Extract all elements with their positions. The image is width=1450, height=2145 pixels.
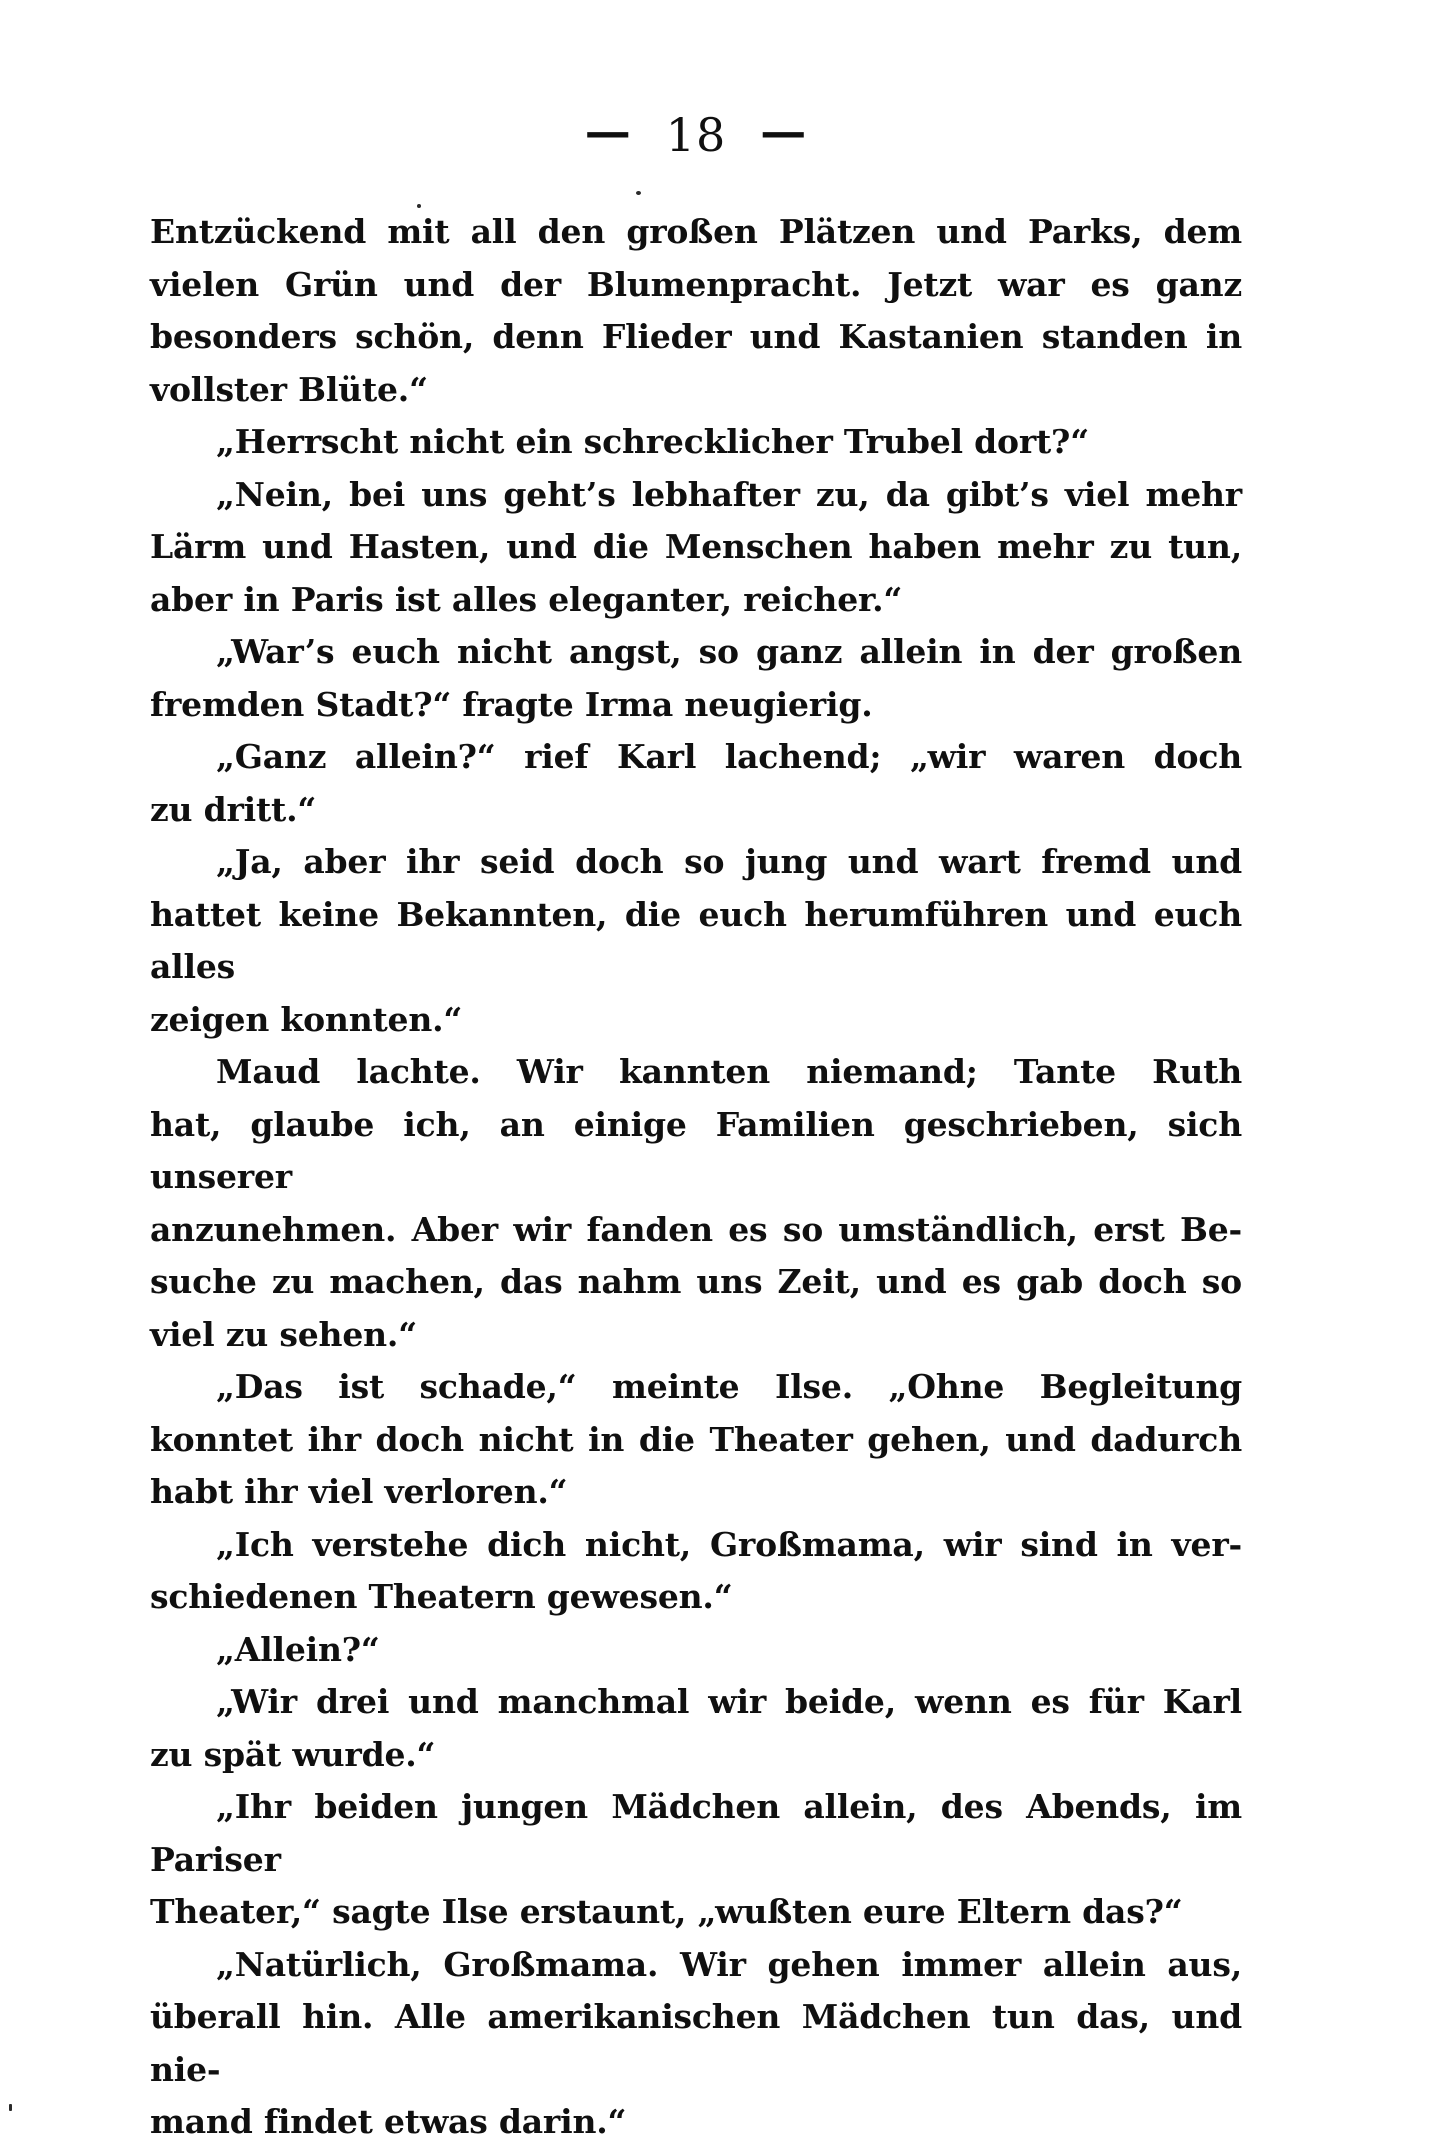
paragraph <box>150 1519 1242 1624</box>
running-head <box>150 104 1242 162</box>
scan-speck <box>636 191 641 195</box>
text-line: zeigen konnten.“ <box>150 999 463 1039</box>
text-line: „Ja, aber ihr seid doch so jung und wart fremd und <box>216 842 1242 881</box>
text-line: „Ihr beiden jungen Mädchen allein, des Abends, im Pariser <box>150 1787 1242 1879</box>
paragraph <box>150 731 1242 836</box>
text-line: vollster Blüte.“ <box>150 369 428 409</box>
paragraph <box>150 469 1242 627</box>
paragraph <box>150 626 1242 731</box>
page-number: 18 <box>665 108 727 162</box>
text-line: „Ich verstehe dich nicht, Großmama, wir sind in ver- <box>216 1524 1242 1564</box>
text-line: schiedenen Theatern gewesen.“ <box>150 1577 733 1616</box>
text-line: viel zu sehen.“ <box>150 1314 417 1354</box>
paragraph <box>150 1781 1242 1939</box>
text-line: „Das ist schade,“ meinte Ilse. „Ohne Begleitung <box>216 1367 1242 1406</box>
text-line: hattet keine Bekannten, die euch herumführen und euch alles <box>150 894 1242 986</box>
text-line: mand findet etwas darin.“ <box>150 2102 627 2141</box>
text-line: konntet ihr doch nicht in die Theater gehen, und dadurch <box>150 1419 1242 1459</box>
text-line: vielen Grün und der Blumenpracht. Jetzt war es ganz <box>150 264 1242 304</box>
text-line: „War’s euch nicht angst, so ganz allein in der großen <box>216 632 1242 671</box>
text-line: Lärm und Hasten, und die Menschen haben mehr zu tun, <box>150 527 1242 566</box>
text-line: fremden Stadt?“ fragte Irma neugierig. <box>150 684 873 724</box>
text-line: habt ihr viel verloren.“ <box>150 1472 568 1511</box>
text-line: „Herrscht nicht ein schrecklicher Trubel dort?“ <box>216 422 1089 461</box>
paragraph <box>150 416 1242 469</box>
text-line: hat, glaube ich, an einige Familien geschrieben, sich unserer <box>150 1104 1242 1196</box>
header-dash-right: — <box>760 104 808 158</box>
text-block <box>150 206 1242 2145</box>
text-line: aber in Paris ist alles eleganter, reicher.“ <box>150 579 903 619</box>
paragraph <box>150 206 1242 416</box>
text-line: Entzückend mit all den großen Plätzen und Parks, dem <box>150 212 1242 251</box>
text-line: „Natürlich, Großmama. Wir gehen immer allein aus, <box>216 1944 1242 1984</box>
text-line: besonders schön, denn Flieder und Kastanien standen in <box>150 317 1242 356</box>
paragraph <box>150 1361 1242 1519</box>
header-dash-left: — <box>584 104 632 158</box>
text-line: „Allein?“ <box>216 1629 380 1669</box>
scan-speck <box>9 2104 12 2111</box>
scan-speck <box>417 204 421 208</box>
text-line: zu spät wurde.“ <box>150 1734 436 1774</box>
text-line: Theater,“ sagte Ilse erstaunt, „wußten eure Eltern das?“ <box>150 1892 1183 1931</box>
text-line: suche zu machen, das nahm uns Zeit, und es gab doch so <box>150 1262 1242 1301</box>
paragraph <box>150 836 1242 1046</box>
text-line: „Wir drei und manchmal wir beide, wenn es für Karl <box>216 1682 1242 1721</box>
paragraph <box>150 1046 1242 1361</box>
text-line: zu dritt.“ <box>150 789 317 829</box>
paragraph <box>150 1624 1242 1677</box>
text-line: Maud lachte. Wir kannten niemand; Tante Ruth <box>216 1052 1242 1091</box>
text-line: anzunehmen. Aber wir fanden es so umständlich, erst Be- <box>150 1209 1242 1249</box>
text-line: „Ganz allein?“ rief Karl lachend; „wir waren doch <box>216 737 1242 776</box>
paragraph <box>150 1939 1242 2145</box>
text-line: überall hin. Alle amerikanischen Mädchen tun das, und nie- <box>150 1997 1242 2089</box>
text-line: „Nein, bei uns geht’s lebhafter zu, da gibt’s viel mehr <box>216 474 1242 514</box>
paragraph <box>150 1676 1242 1781</box>
